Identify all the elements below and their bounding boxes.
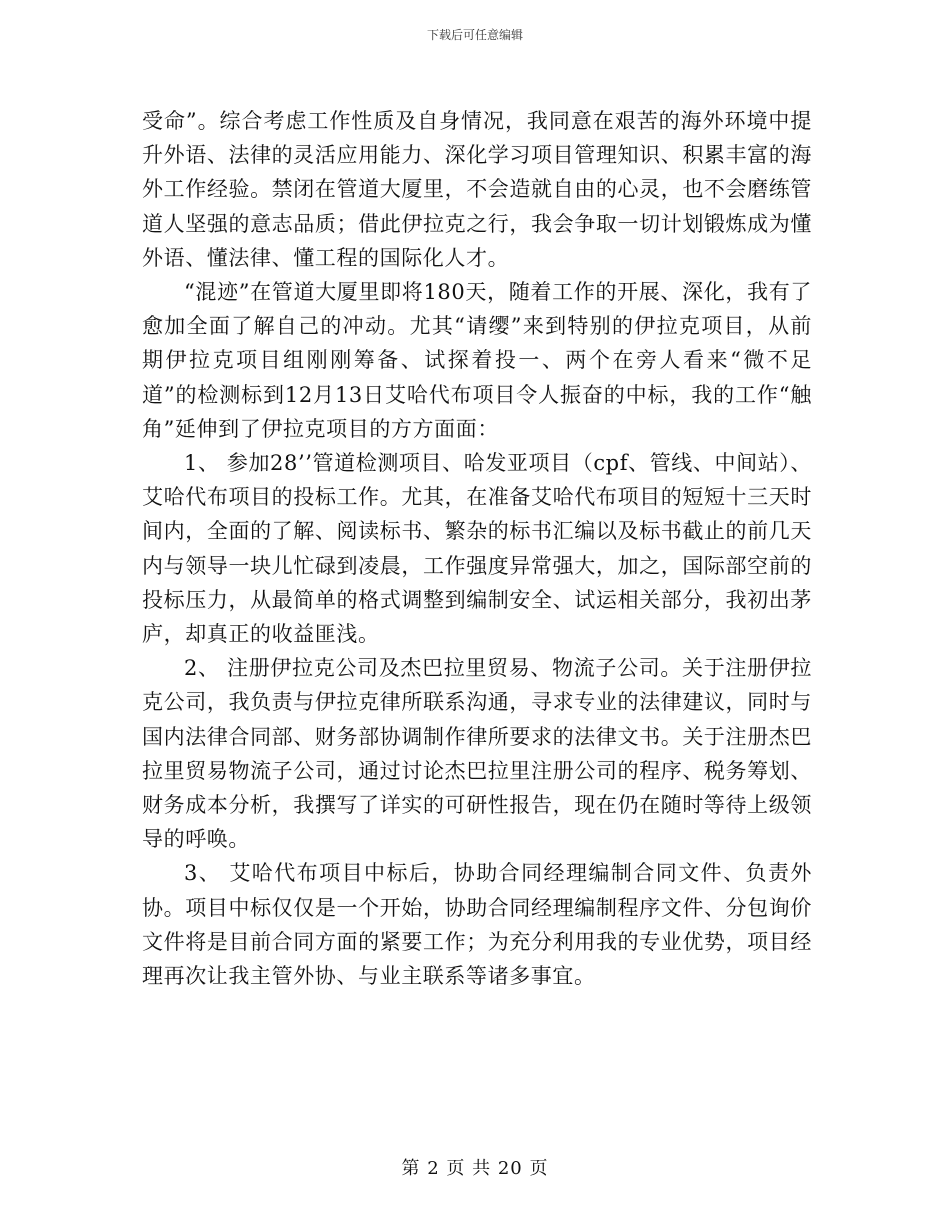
page-number: 第 2 页 共 20 页: [401, 1158, 549, 1179]
list-item-contract: 3、 艾哈代布项目中标后，协助合同经理编制合同文件、负责外协。项目中标仅仅是一个开始，协助合同经理编制程序文件、分包询价文件将是目前合同方面的紧要工作；为充分利用我的专业优势，项目经理再次让我主管外协、与业主联系等诸多事宜。: [142, 861, 812, 989]
document-body: [142, 104, 812, 993]
paragraph-continuation: 受命”。综合考虑工作性质及自身情况，我同意在艰苦的海外环境中提升外语、法律的灵活应用能力、深化学习项目管理知识、积累丰富的海外工作经验。禁闭在管道大厦里，不会造就自由的心灵，也不会磨练管道人坚强的意志品质；借此伊拉克之行，我会争取一切计划锻炼成为懂外语、懂法律、懂工程的国际化人才。: [142, 109, 812, 270]
list-item-registration: 2、 注册伊拉克公司及杰巴拉里贸易、物流子公司。关于注册伊拉克公司，我负责与伊拉克律所联系沟通，寻求专业的法律建议，同时与国内法律合同部、财务部协调制作律所要求的法律文书。关于注册杰巴拉里贸易物流子公司，通过讨论杰巴拉里注册公司的程序、税务筹划、财务成本分析，我撰写了详实的可研性报告，现在仍在随时等待上级领导的呼唤。: [142, 656, 812, 852]
paragraph-intro: “混迹”在管道大厦里即将180天，随着工作的开展、深化，我有了愈加全面了解自己的冲动。尤其“请缨”来到特别的伊拉克项目，从前期伊拉克项目组刚刚筹备、试探着投一、两个在旁人看来“微不足道”的检测标到12月13日艾哈代布项目令人振奋的中标，我的工作“触角”延伸到了伊拉克项目的方方面面：: [142, 280, 812, 441]
header-note: 下载后可任意编辑: [426, 28, 523, 42]
list-item-bidding: 1、 参加28’’管道检测项目、哈发亚项目（cpf、管线、中间站）、艾哈代布项目的投标工作。尤其，在准备艾哈代布项目的短短十三天时间内，全面的了解、阅读标书、繁杂的标书汇编以及标书截止的前几天内与领导一块儿忙碌到凌晨，工作强度异常强大，加之，国际部空前的投标压力，从最简单的格式调整到编制安全、试运相关部分，我初出茅庐，却真正的收益匪浅。: [142, 451, 812, 647]
